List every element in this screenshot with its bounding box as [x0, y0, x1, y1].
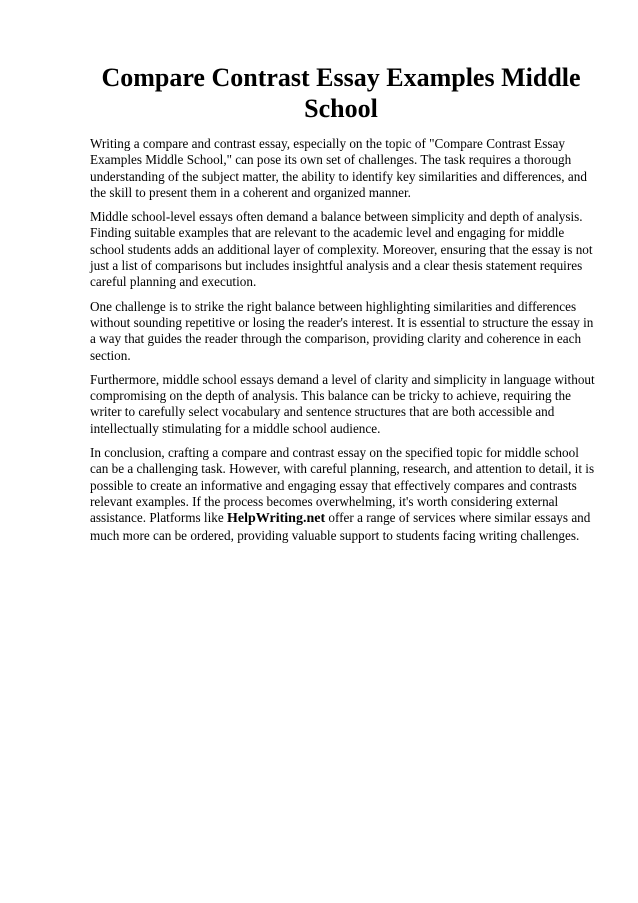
paragraph-challenge: One challenge is to strike the right balance between highlighting similarities and differences without sounding repetitive or losing the reader's interest. It is essential to structure the essay in a way that guides the reader through the comparison, providing clarity and coherence in each section.	[90, 298, 594, 363]
page-title: Compare Contrast Essay Examples Middle School	[101, 63, 581, 123]
helpwriting-link[interactable]: HelpWriting.net	[226, 511, 326, 527]
paragraph-intro: Writing a compare and contrast essay, especially on the topic of "Compare Contrast Essay Examples Middle School," can pose its own set of challenges. The task requires a thorough understanding of the subject matter, the ability to identify key similarities and differences, and the skill to present them in a coherent and organized manner.	[90, 136, 587, 200]
paragraph-furthermore: Furthermore, middle school essays demand a level of clarity and simplicity in language without compromising on the depth of analysis. This balance can be tricky to achieve, requiring the writer to carefully select vocabulary and sentence structures that are both accessible and intellectually stimulating for a middle school audience.	[90, 371, 595, 436]
paragraph-middle-school-level: Middle school-level essays often demand a balance between simplicity and depth of analysis. Finding suitable examples that are relevant to the academic level and engaging for middle school students adds an additional layer of complexity. Moreover, ensuring that the essay is not just a list of comparisons but includes insightful analysis and a clear thesis statement requires careful planning and execution.	[90, 209, 593, 290]
document-body	[90, 136, 596, 552]
conclusion-text-before-link: In conclusion, crafting a compare and contrast essay on the specified topic for middle school can be a challenging task. However, with careful planning, research, and attention to detail, it is possible to create an informative and engaging essay that effectively compares and contrasts relevant examples. If the process becomes overwhelming, it's worth considering external assistance. Platforms like	[90, 445, 595, 526]
paragraph-conclusion	[90, 445, 596, 544]
conclusion-text-after-link: offer a range of services where similar essays and much more can be ordered, providing valuable support to students facing writing challenges.	[90, 510, 591, 543]
